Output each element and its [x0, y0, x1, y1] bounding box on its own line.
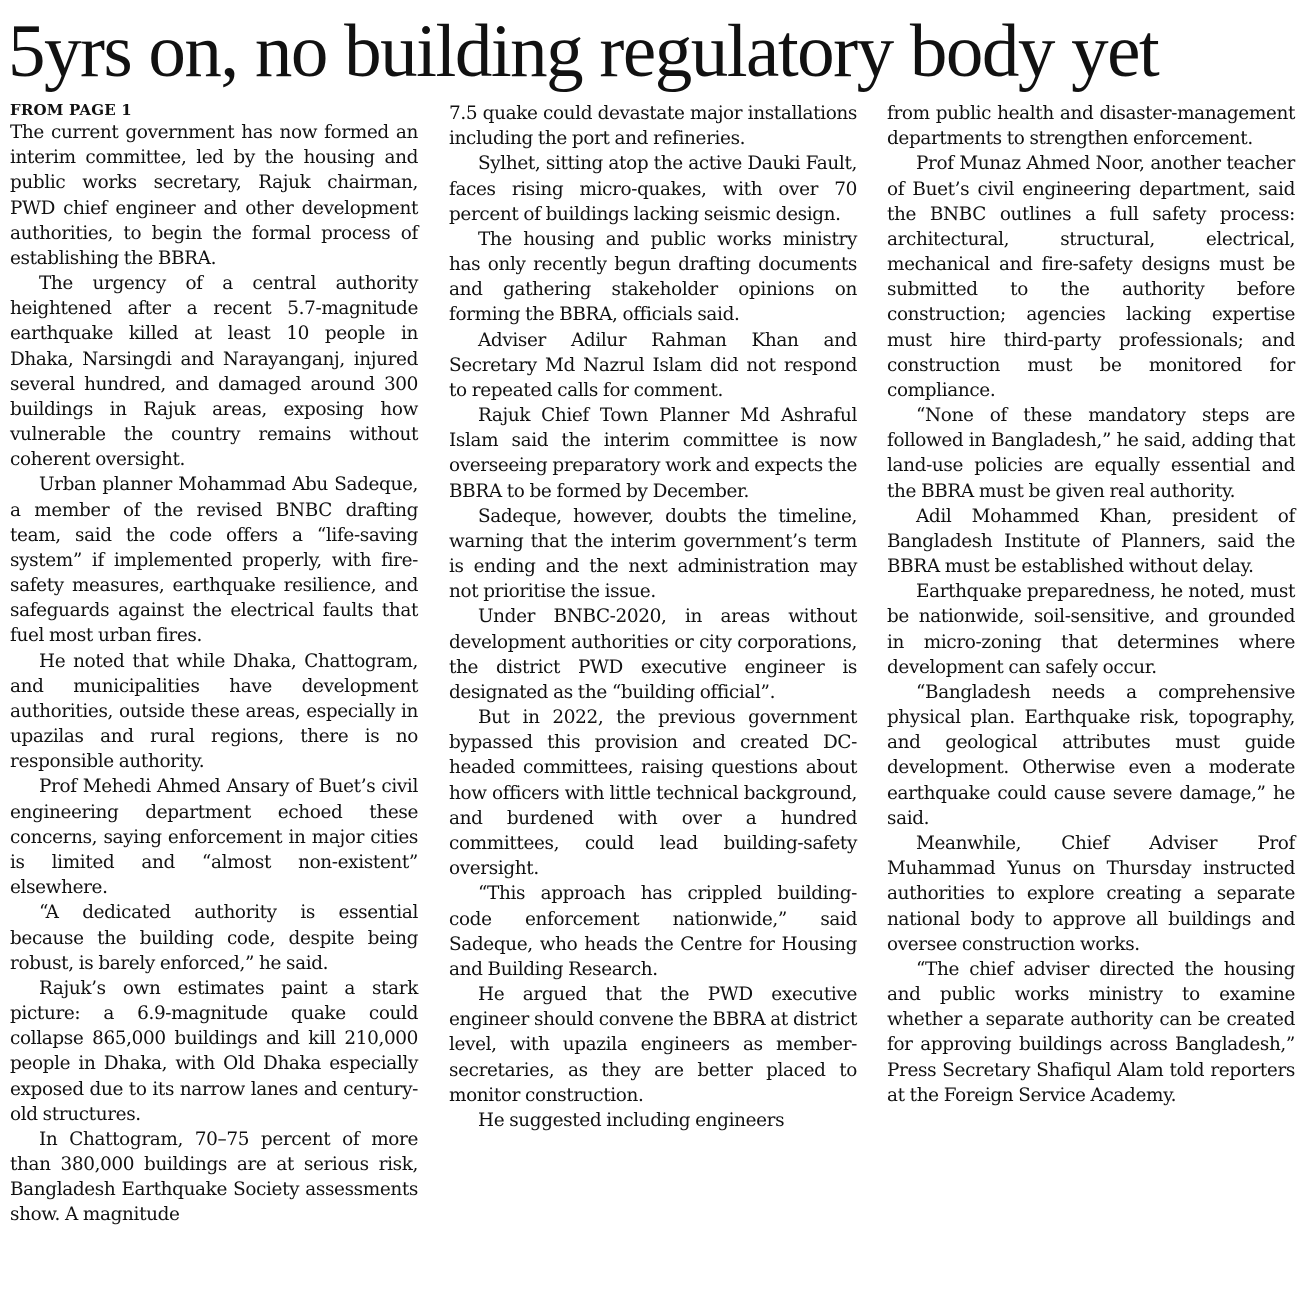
paragraph: Sylhet, sitting atop the active Dauki Fault, faces rising micro-quakes, with over 70 percent of buildings lacking seismic design.	[449, 153, 857, 225]
paragraph: “The chief adviser directed the housing and public works ministry to examine whether a separate authority can be created for approving buildings across Bangladesh,” Press Secretary Shafiqul Alam told reporters at the Foreign Service Academy.	[887, 958, 1295, 1106]
paragraph: Earthquake preparedness, he noted, must be nationwide, soil-sensitive, and grounded in micro-zoning that determines where development can safely occur.	[887, 581, 1295, 678]
article-column-2	[449, 101, 857, 1133]
paragraph: Meanwhile, Chief Adviser Prof Muhammad Yunus on Thursday instructed authorities to explore creating a separate national body to approve all buildings and oversee construction works.	[887, 832, 1295, 955]
paragraph: “Bangladesh needs a comprehensive physical plan. Earthquake risk, topography, and geological attributes must guide development. Otherwise even a moderate earthquake could cause severe damage,” he said.	[887, 681, 1295, 829]
paragraph: Adviser Adilur Rahman Khan and Secretary Md Nazrul Islam did not respond to repeated calls for comment.	[449, 329, 857, 401]
paragraph: Urban planner Mohammad Abu Sadeque, a member of the revised BNBC drafting team, said the code offers a “life-saving system” if implemented properly, with fire-safety measures, earthquake resilience, and safeguards against the electrical faults that fuel most urban fires.	[10, 474, 418, 647]
paragraph: The urgency of a central authority heightened after a recent 5.7-magnitude earthquake killed at least 10 people in Dhaka, Narsingdi and Narayanganj, injured several hundred, and damaged around 300 buildings in Rajuk areas, exposing how vulnerable the country remains without coherent oversight.	[10, 273, 418, 471]
headline: 5yrs on, no building regulatory body yet	[8, 10, 1159, 93]
paragraph: Rajuk’s own estimates paint a stark picture: a 6.9-magnitude quake could collapse 865,000 buildings and kill 210,000 people in Dhaka, with Old Dhaka especially exposed due to its narrow lanes and century-old structures.	[10, 977, 418, 1125]
article-column-1	[10, 100, 418, 1228]
paragraph: Under BNBC-2020, in areas without development authorities or city corporations, the district PWD executive engineer is designated as the “building official”.	[449, 606, 857, 703]
paragraph: In Chattogram, 70–75 percent of more than 380,000 buildings are at serious risk, Bangladesh Earthquake Society assessments show. A magnitude	[10, 1128, 418, 1226]
paragraph: “A dedicated authority is essential because the building code, despite being robust, is barely enforced,” he said.	[10, 902, 418, 974]
paragraph: The housing and public works ministry has only recently begun drafting documents and gathering stakeholder opinions on forming the BBRA, officials said.	[449, 228, 857, 326]
paragraph: “None of these mandatory steps are followed in Bangladesh,” he said, adding that land-use policies are equally essential and the BBRA must be given real authority.	[887, 405, 1295, 502]
paragraph: He suggested including engineers	[478, 1109, 785, 1131]
paragraph-continued: 7.5 quake could devastate major installations including the port and refineries.	[449, 103, 857, 150]
paragraph: But in 2022, the previous government bypassed this provision and created DC-headed committees, raising questions about how officers with little technical background, and burdened with over a hundred committees, could lead building-safety oversight.	[449, 707, 857, 880]
kicker-from-page: FROM PAGE 1	[10, 101, 132, 119]
paragraph: Sadeque, however, doubts the timeline, warning that the interim government’s term is ending and the next administration may not prioritise the issue.	[449, 505, 857, 603]
paragraph: Adil Mohammed Khan, president of Bangladesh Institute of Planners, said the BBRA must be established without delay.	[887, 505, 1295, 578]
paragraph-continued: from public health and disaster-management departments to strengthen enforcement.	[887, 103, 1295, 150]
paragraph: Prof Munaz Ahmed Noor, another teacher of Buet’s civil engineering department, said the BNBC outlines a full safety process: architectural, structural, electrical, mechanical and fire-safety designs must be submitted to the authority before construction; agencies lacking expertise must hire third-party professionals; and construction must be monitored for compliance.	[887, 153, 1295, 401]
paragraph: “This approach has crippled building-code enforcement nationwide,” said Sadeque, who heads the Centre for Housing and Building Research.	[449, 883, 857, 980]
paragraph: He argued that the PWD executive engineer should convene the BBRA at district level, with upazila engineers as member-secretaries, as they are better placed to monitor construction.	[449, 984, 858, 1106]
paragraph: Rajuk Chief Town Planner Md Ashraful Islam said the interim committee is now overseeing preparatory work and expects the BBRA to be formed by December.	[449, 405, 857, 502]
paragraph: He noted that while Dhaka, Chattogram, and municipalities have development authorities, outside these areas, especially in upazilas and rural regions, there is no responsible authority.	[10, 650, 418, 773]
paragraph: The current government has now formed an interim committee, led by the housing and public works secretary, Rajuk chairman, PWD chief engineer and other development authorities, to begin the formal process of establishing the BBRA.	[10, 122, 418, 269]
article-column-3	[887, 101, 1295, 1108]
paragraph: Prof Mehedi Ahmed Ansary of Buet’s civil engineering department echoed these concerns, saying enforcement in major cities is limited and “almost non-existent” elsewhere.	[10, 776, 418, 899]
